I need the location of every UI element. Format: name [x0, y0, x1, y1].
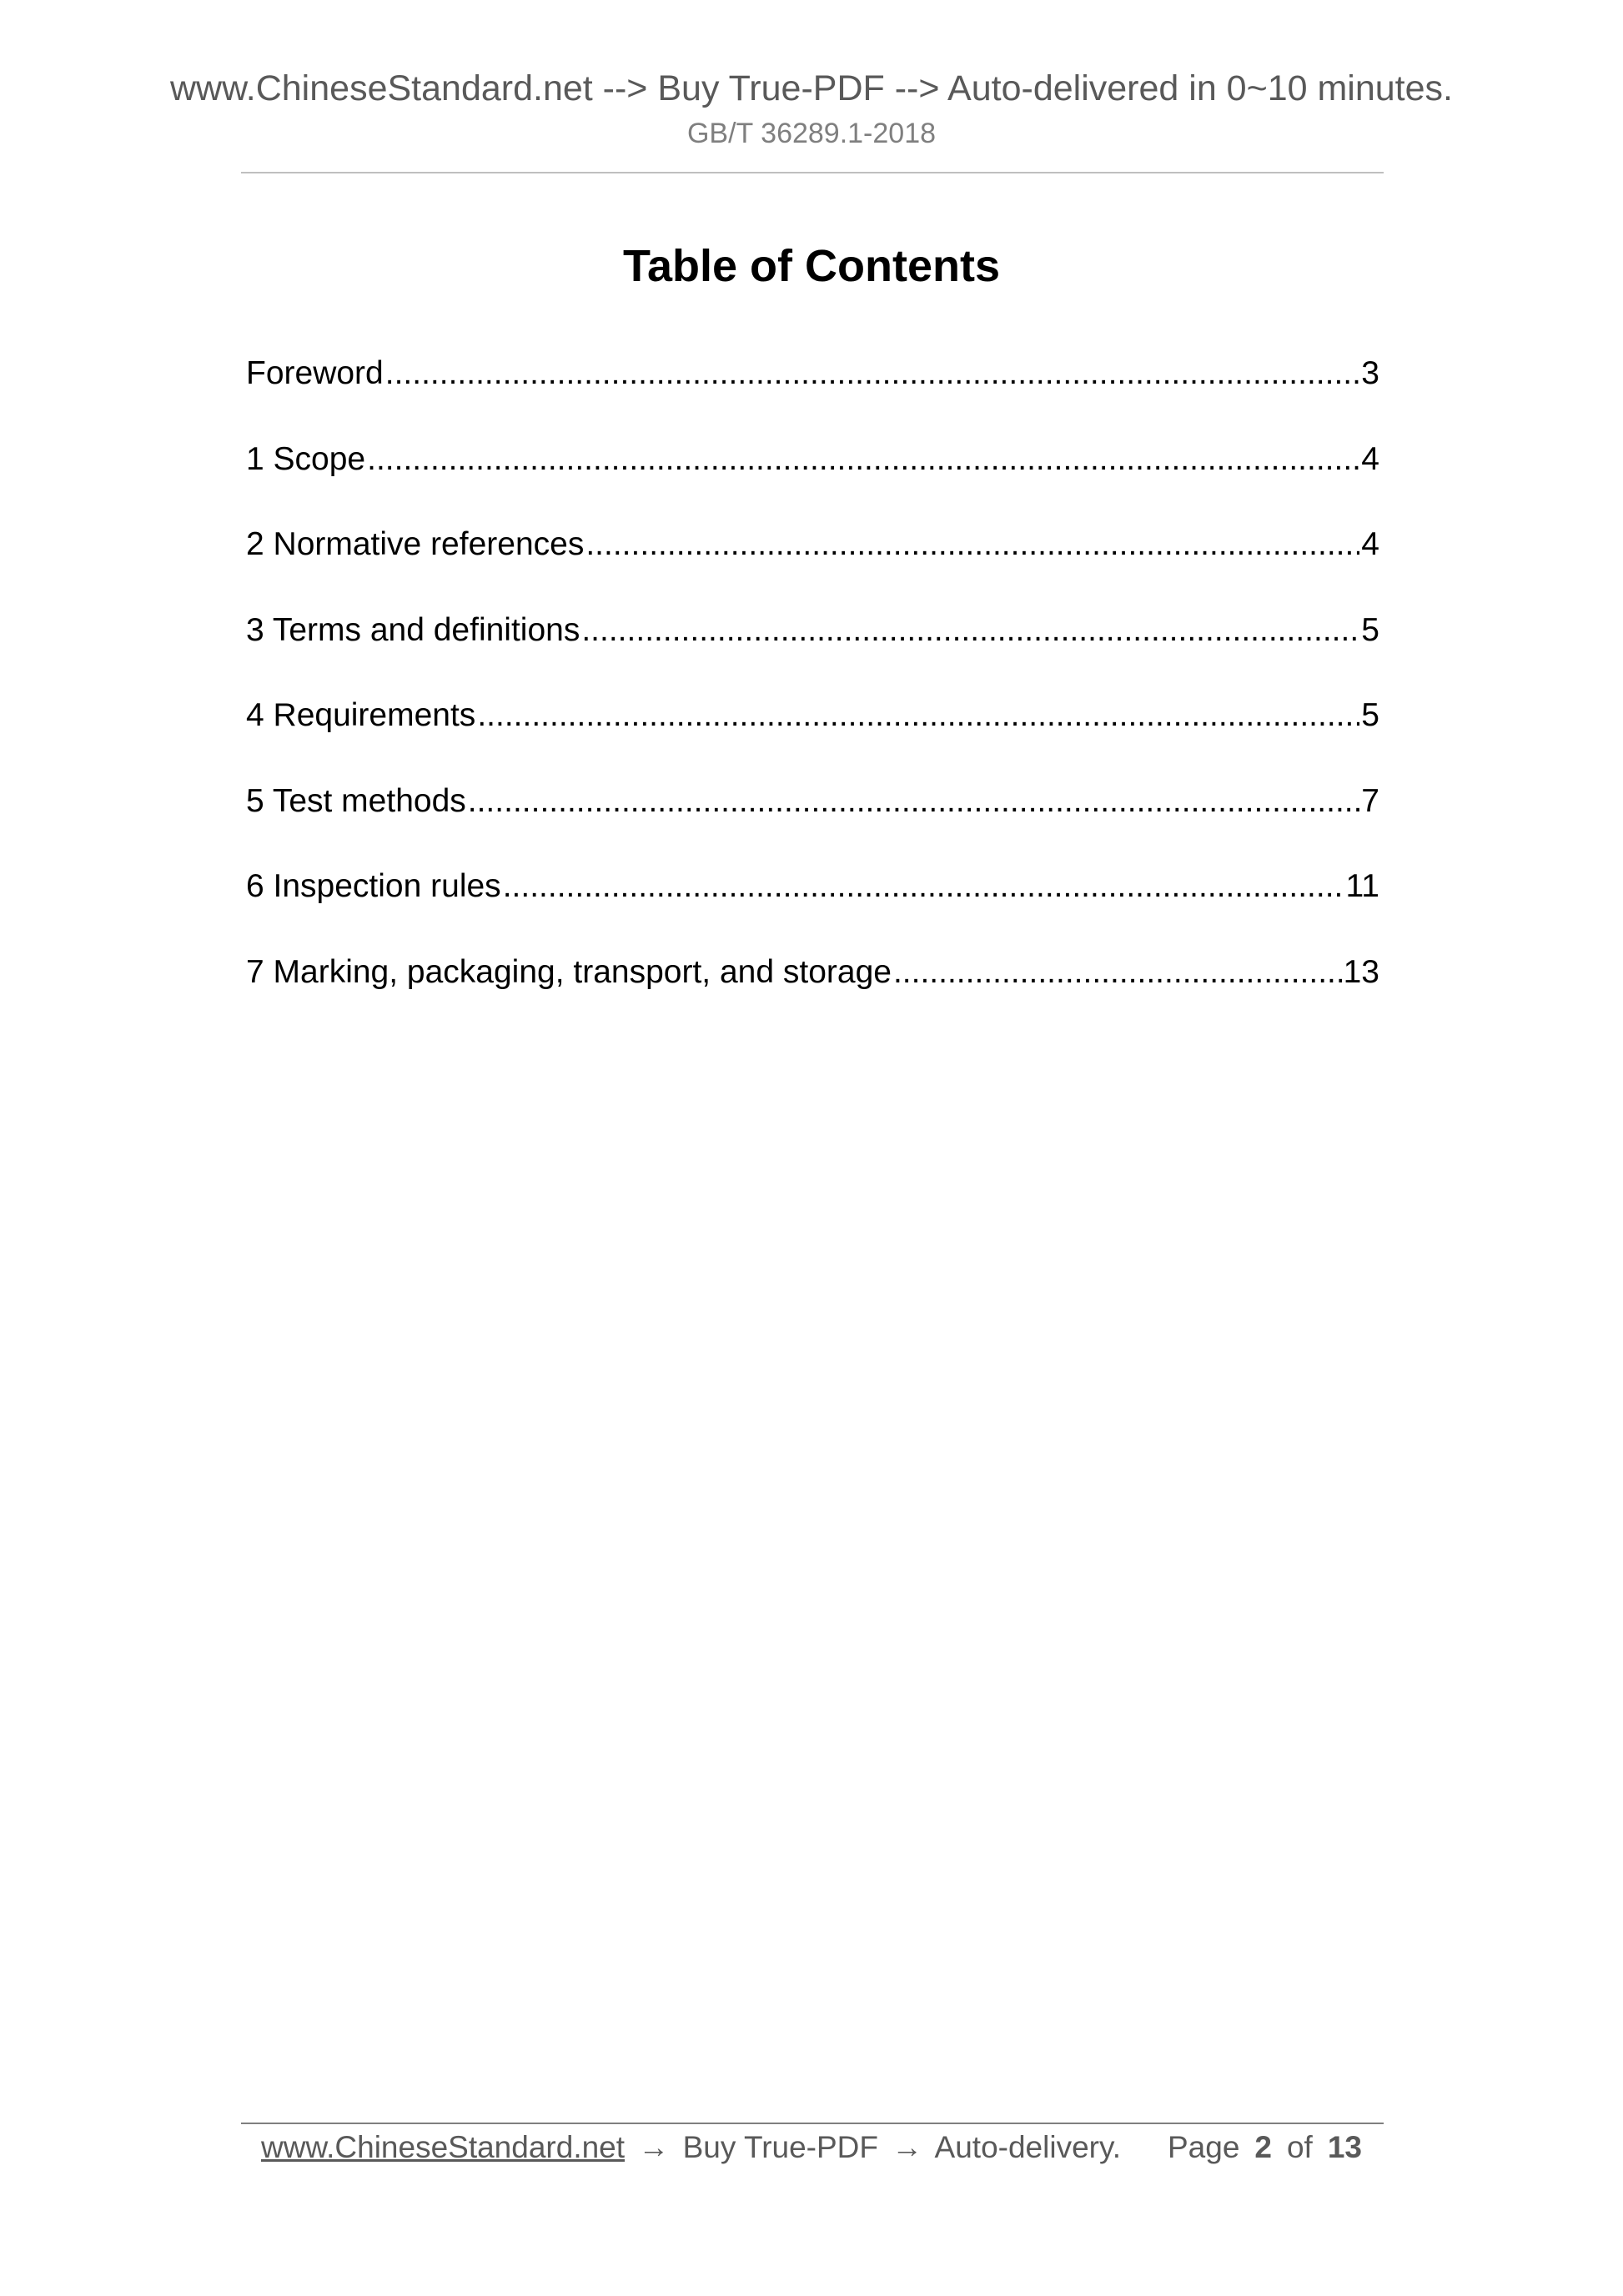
toc-entry-label: 1 Scope [246, 440, 366, 477]
toc-entry-foreword[interactable] [246, 350, 1379, 436]
toc-entry-label: 4 Requirements [246, 697, 476, 733]
page-word: Page [1167, 2130, 1240, 2164]
toc-entry-page: 7 [1361, 782, 1379, 819]
toc-entry-terms-and-definitions[interactable] [246, 607, 1379, 693]
toc-leader-dots [367, 436, 1359, 483]
toc-leader-dots [503, 863, 1344, 910]
toc-entry-label: 6 Inspection rules [246, 868, 501, 904]
toc-entry-requirements[interactable] [246, 692, 1379, 778]
of-word: of [1286, 2130, 1313, 2164]
toc-entry-scope[interactable] [246, 436, 1379, 522]
footer-buy-text: Buy True-PDF [682, 2130, 879, 2164]
footer-delivery-text: Auto-delivery. [934, 2130, 1122, 2164]
toc-title: Table of Contents [623, 241, 1000, 291]
toc-entry-page: 4 [1361, 440, 1379, 477]
toc-entry-page: 3 [1361, 355, 1379, 391]
standard-id: GB/T 36289.1-2018 [686, 118, 937, 149]
toc-leader-dots [468, 778, 1360, 825]
toc-entry-label: 7 Marking, packaging, transport, and storage [246, 953, 892, 990]
toc-entry-page: 4 [1361, 526, 1379, 562]
toc-entry-page: 5 [1361, 611, 1379, 648]
footer-promo [261, 2124, 1121, 2171]
toc-list [246, 350, 1379, 1034]
toc-leader-dots [477, 692, 1359, 739]
page-footer [261, 2124, 1362, 2171]
toc-entry-marking-packaging[interactable] [246, 949, 1379, 1035]
total-pages: 13 [1327, 2130, 1362, 2164]
toc-entry-page: 11 [1345, 868, 1379, 904]
toc-entry-label: Foreword [246, 355, 384, 391]
right-arrow-icon: → [638, 2130, 670, 2164]
toc-entry-label: 5 Test methods [246, 782, 466, 819]
footer-site-link[interactable]: www.ChineseStandard.net [261, 2130, 626, 2164]
right-arrow-icon: → [892, 2130, 923, 2164]
page-number [1168, 2124, 1362, 2171]
toc-leader-dots [581, 607, 1359, 654]
toc-leader-dots [385, 350, 1360, 397]
toc-entry-normative-references[interactable] [246, 521, 1379, 607]
toc-entry-inspection-rules[interactable] [246, 863, 1379, 949]
toc-leader-dots [893, 949, 1342, 996]
toc-entry-page: 13 [1343, 953, 1379, 990]
header-banner: www.ChineseStandard.net --> Buy True-PDF --> Auto-delivered in 0~10 minutes. [169, 68, 1453, 108]
toc-entry-label: 2 Normative references [246, 526, 585, 562]
header-divider [241, 172, 1384, 173]
toc-leader-dots [585, 521, 1359, 568]
toc-entry-page: 5 [1361, 697, 1379, 733]
toc-entry-label: 3 Terms and definitions [246, 611, 580, 648]
current-page: 2 [1254, 2130, 1272, 2164]
toc-entry-test-methods[interactable] [246, 778, 1379, 864]
